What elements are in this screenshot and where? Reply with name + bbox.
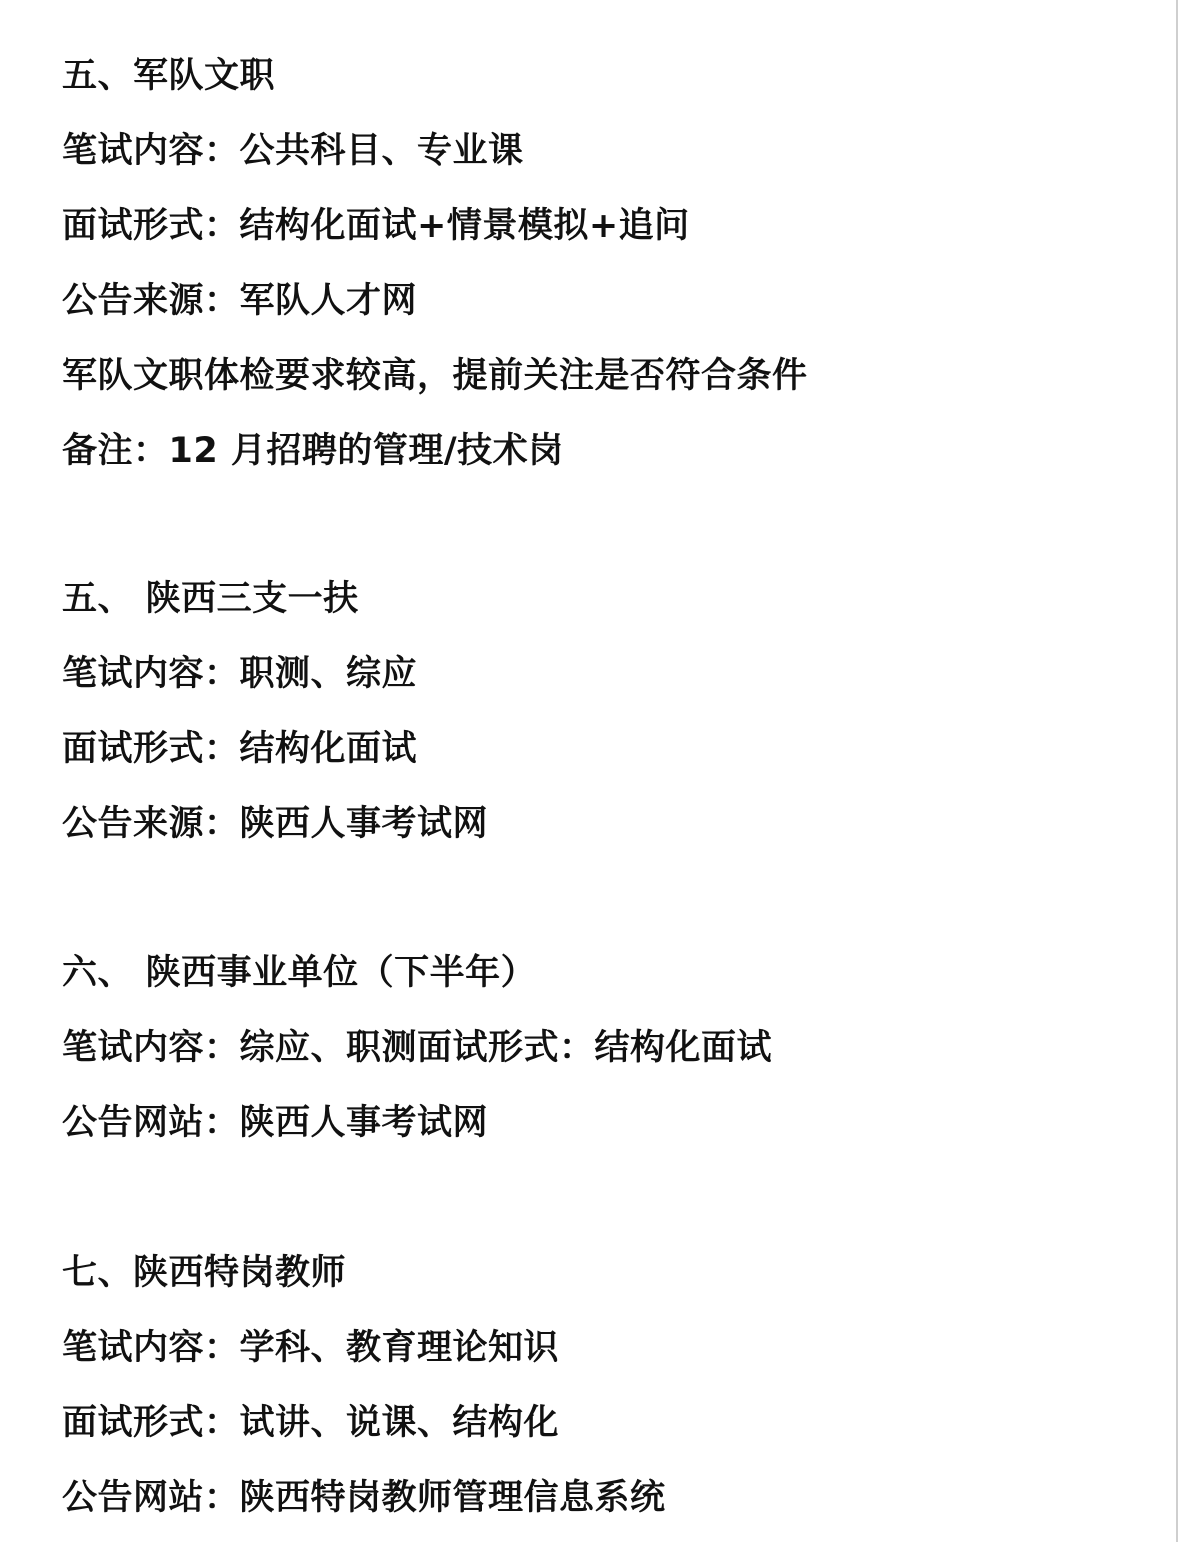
interview-format-line: 面试形式：结构化面试+情景模拟+追问 xyxy=(62,206,690,246)
interview-format-line: 面试形式：结构化面试 xyxy=(62,729,418,769)
announcement-source-line: 公告来源：陕西人事考试网 xyxy=(62,804,489,844)
section-heading-public-institutions: 六、 陕西事业单位（下半年） xyxy=(62,953,537,993)
announcement-website-line: 公告网站：陕西特岗教师管理信息系统 xyxy=(62,1478,666,1518)
section-heading-special-post-teachers: 七、陕西特岗教师 xyxy=(62,1253,347,1293)
written-exam-interview-line: 笔试内容：综应、职测面试形式：结构化面试 xyxy=(62,1028,773,1068)
physical-exam-note-line: 军队文职体检要求较高，提前关注是否符合条件 xyxy=(62,356,808,396)
written-exam-line: 笔试内容：公共科目、专业课 xyxy=(62,131,524,171)
written-exam-line: 笔试内容：学科、教育理论知识 xyxy=(62,1328,560,1368)
written-exam-line: 笔试内容：职测、综应 xyxy=(62,654,418,694)
interview-format-line: 面试形式：试讲、说课、结构化 xyxy=(62,1403,560,1443)
remark-line: 备注：12 月招聘的管理/技术岗 xyxy=(62,431,564,471)
announcement-source-line: 公告来源：军队人才网 xyxy=(62,281,418,321)
section-heading-military-civilian: 五、军队文职 xyxy=(62,56,276,96)
announcement-website-line: 公告网站：陕西人事考试网 xyxy=(62,1103,489,1143)
page-edge-divider xyxy=(1176,0,1178,1542)
section-heading-three-supports: 五、 陕西三支一扶 xyxy=(62,579,359,619)
